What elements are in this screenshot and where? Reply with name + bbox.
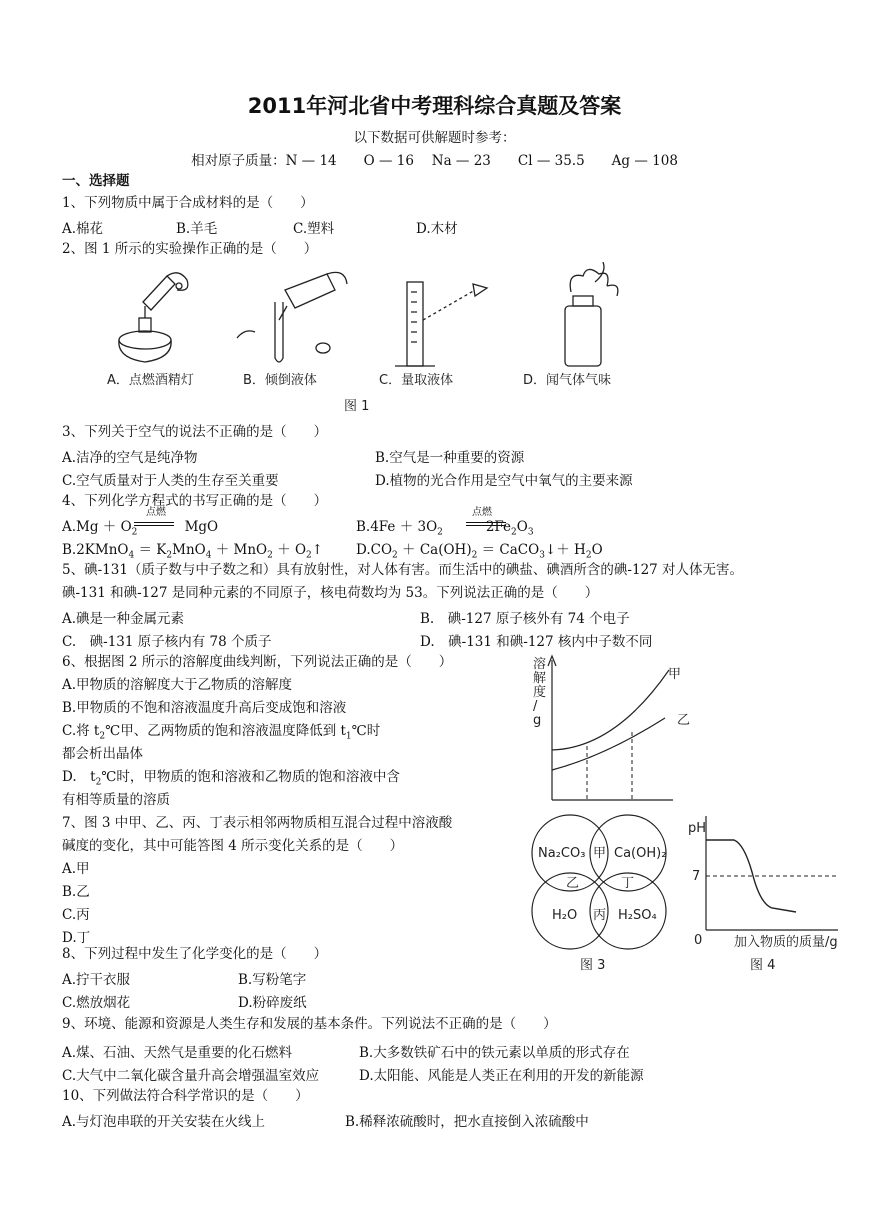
alcohol-lamp-icon — [119, 273, 188, 362]
q5-option-a: A.碘是一种金属元素 — [62, 611, 185, 627]
q5-stem-2: 碘-131 和碘-127 是同种元素的不同原子，核电荷数均为 53。下列说法正确的是（ ） — [62, 585, 599, 601]
svg-text:度: 度 — [533, 685, 547, 700]
fig3-label-yi: 乙 — [566, 876, 580, 891]
q7-option-a: A.甲 — [62, 861, 90, 877]
q6-option-b: B.甲物质的不饱和溶液温度升高后变成饱和溶液 — [62, 700, 347, 716]
fig1-label-d: D．闻气体气味 — [523, 373, 612, 388]
q10-stem: 10、下列做法符合科学常识的是（ ） — [62, 1088, 309, 1104]
q8-stem: 8、下列过程中发生了化学变化的是（ ） — [62, 946, 328, 962]
fig3-label-jia: 甲 — [593, 846, 607, 861]
q1-option-c: C.塑料 — [293, 221, 335, 237]
curve-yi — [552, 718, 665, 770]
q6-option-d: D. $t_2℃$时，甲物质的饱和溶液和乙物质的饱和溶液中含 — [62, 769, 400, 788]
q9-option-a: A.煤、石油、天然气是重要的化石燃料 — [62, 1045, 293, 1061]
q1-option-a: A.棉花 — [62, 221, 104, 237]
q2-stem: 2、图 1 所示的实验操作正确的是（ ） — [62, 241, 318, 257]
figure-3-venn — [518, 805, 678, 975]
fig4-origin: 0 — [694, 933, 703, 948]
graduated-cylinder-icon — [395, 282, 487, 366]
fig4-xlabel: 加入物质的质量/g — [734, 935, 838, 950]
svg-text:g: g — [533, 713, 542, 728]
ref-intro: 以下数据可供解题时参考： — [353, 130, 516, 146]
q8-option-c: C.燃放烟花 — [62, 995, 131, 1011]
q9-option-b: B.大多数铁矿石中的铁元素以单质的形式存在 — [359, 1045, 630, 1061]
q8-option-a: A.拧干衣服 — [62, 972, 131, 988]
figure-4-ph-chart — [688, 812, 848, 975]
q9-option-d: D.太阳能、风能是人类正在利用的开发的新能源 — [359, 1068, 644, 1084]
q1-option-b: B.羊毛 — [176, 221, 218, 237]
q4-arrow-b — [466, 522, 506, 523]
q7-option-c: C.丙 — [62, 907, 90, 923]
q6-option-c-cont: 都会析出晶体 — [62, 746, 143, 762]
figure-1 — [95, 262, 655, 417]
fig2-label-yi: 乙 — [677, 713, 691, 728]
q1-stem: 1、下列物质中属于合成材料的是（ ） — [62, 195, 314, 211]
q8-option-d: D.粉碎废纸 — [238, 995, 307, 1011]
q3-stem: 3、下列关于空气的说法不正确的是（ ） — [62, 424, 328, 440]
q4-cond-b: 点燃 — [472, 507, 492, 518]
fig3-circle-h2o: H₂O — [552, 908, 578, 923]
fig3-label-ding: 丁 — [621, 876, 635, 891]
page-title: 2011年河北省中考理科综合真题及答案 — [247, 94, 622, 118]
q9-option-c: C.大气中二氧化碳含量升高会增强温室效应 — [62, 1068, 320, 1084]
fig4-ylabel: pH — [688, 821, 707, 836]
q5-option-d: D. 碘-131 和碘-127 核内中子数不同 — [420, 634, 653, 650]
q4-cond-a: 点燃 — [146, 507, 166, 518]
q9-stem: 9、环境、能源和资源是人类生存和发展的基本条件。下列说法不正确的是（ ） — [62, 1016, 557, 1032]
q5-stem-1: 5、碘-131（质子数与中子数之和）具有放射性，对人体有害。而生活中的碘盐、碘酒所含的碘-127 对人体无害。 — [62, 562, 744, 578]
fig1-caption: 图 1 — [344, 399, 370, 414]
q6-option-d-cont: 有相等质量的溶质 — [62, 792, 170, 808]
curve-jia — [552, 670, 669, 750]
q4-option-a: $A.Mg + O_2$ MgO — [62, 519, 219, 538]
q8-option-b: B.写粉笔字 — [238, 972, 307, 988]
q7-option-d: D.丁 — [62, 930, 91, 946]
q4-option-b: $B.4Fe + 3O_2$ $2Fe_2O_3$ — [356, 519, 534, 538]
q4-option-d: $D.CO_2 + Ca(OH)_2$ ＝ CaCO$_3$↓＋ $H_2O$ — [356, 542, 603, 561]
fig2-label-jia: 甲 — [668, 667, 682, 682]
figure-2-solubility-chart — [525, 652, 705, 807]
q10-option-a: A.与灯泡串联的开关安装在火线上 — [62, 1114, 266, 1130]
q4-arrow-a — [134, 522, 174, 523]
q6-stem: 6、根据图 2 所示的溶解度曲线判断，下列说法正确的是（ ） — [62, 654, 453, 670]
svg-text:/: / — [533, 699, 538, 714]
q3-option-a: A.洁净的空气是纯净物 — [62, 450, 198, 466]
q5-option-b: B. 碘-127 原子核外有 74 个电子 — [420, 611, 630, 627]
q10-option-b: B.稀释浓硫酸时，把水直接倒入浓硫酸中 — [345, 1114, 589, 1130]
q7-stem-1: 7、图 3 中甲、乙、丙、丁表示相邻两物质相互混合过程中溶液酸 — [62, 815, 453, 831]
fig1-label-c: C．量取液体 — [379, 373, 454, 388]
q5-option-c: C. 碘-131 原子核内有 78 个质子 — [62, 634, 272, 650]
fig3-caption: 图 3 — [580, 958, 606, 973]
section-heading: 一、选择题 — [62, 173, 130, 189]
q3-option-d: D.植物的光合作用是空气中氧气的主要来源 — [375, 473, 633, 489]
q1-option-d: D.木材 — [416, 221, 458, 237]
fig3-label-bing: 丙 — [593, 908, 607, 923]
smelling-gas-icon — [565, 262, 618, 366]
q3-option-b: B.空气是一种重要的资源 — [375, 450, 525, 466]
q4-stem: 4、下列化学方程式的书写正确的是（ ） — [62, 493, 328, 509]
fig4-caption: 图 4 — [750, 958, 776, 973]
q7-option-b: B.乙 — [62, 884, 90, 900]
fig4-tick-7: 7 — [692, 869, 701, 884]
pouring-liquid-icon — [237, 272, 347, 362]
fig3-circle-caoh2: Ca(OH)₂ — [614, 846, 667, 861]
fig1-label-b: B．倾倒液体 — [243, 373, 317, 388]
fig2-ylabel-1: 溶 — [533, 657, 547, 672]
q6-option-a: A.甲物质的溶解度大于乙物质的溶解度 — [62, 677, 293, 693]
q3-option-c: C.空气质量对于人类的生存至关重要 — [62, 473, 279, 489]
q4-option-c: B.2KMnO$_4$ ＝ $K_2MnO_4 + MnO_2$ ＋ $O_2↑$ — [62, 542, 324, 561]
fig3-circle-na2co3: Na₂CO₃ — [538, 846, 586, 861]
svg-text:解: 解 — [533, 671, 547, 686]
ref-masses: 相对原子质量：N — 14 O — 16 Na — 23 Cl — 35.5 Ag — 108 — [191, 153, 678, 169]
fig1-label-a: A．点燃酒精灯 — [107, 373, 194, 388]
fig3-circle-h2so4: H₂SO₄ — [618, 908, 657, 923]
q7-stem-2: 碱度的变化，其中可能答图 4 所示变化关系的是（ ） — [62, 838, 404, 854]
q6-option-c: C.将 $t_2℃$甲、乙两物质的饱和溶液温度降低到 $t_1℃$时 — [62, 723, 381, 742]
